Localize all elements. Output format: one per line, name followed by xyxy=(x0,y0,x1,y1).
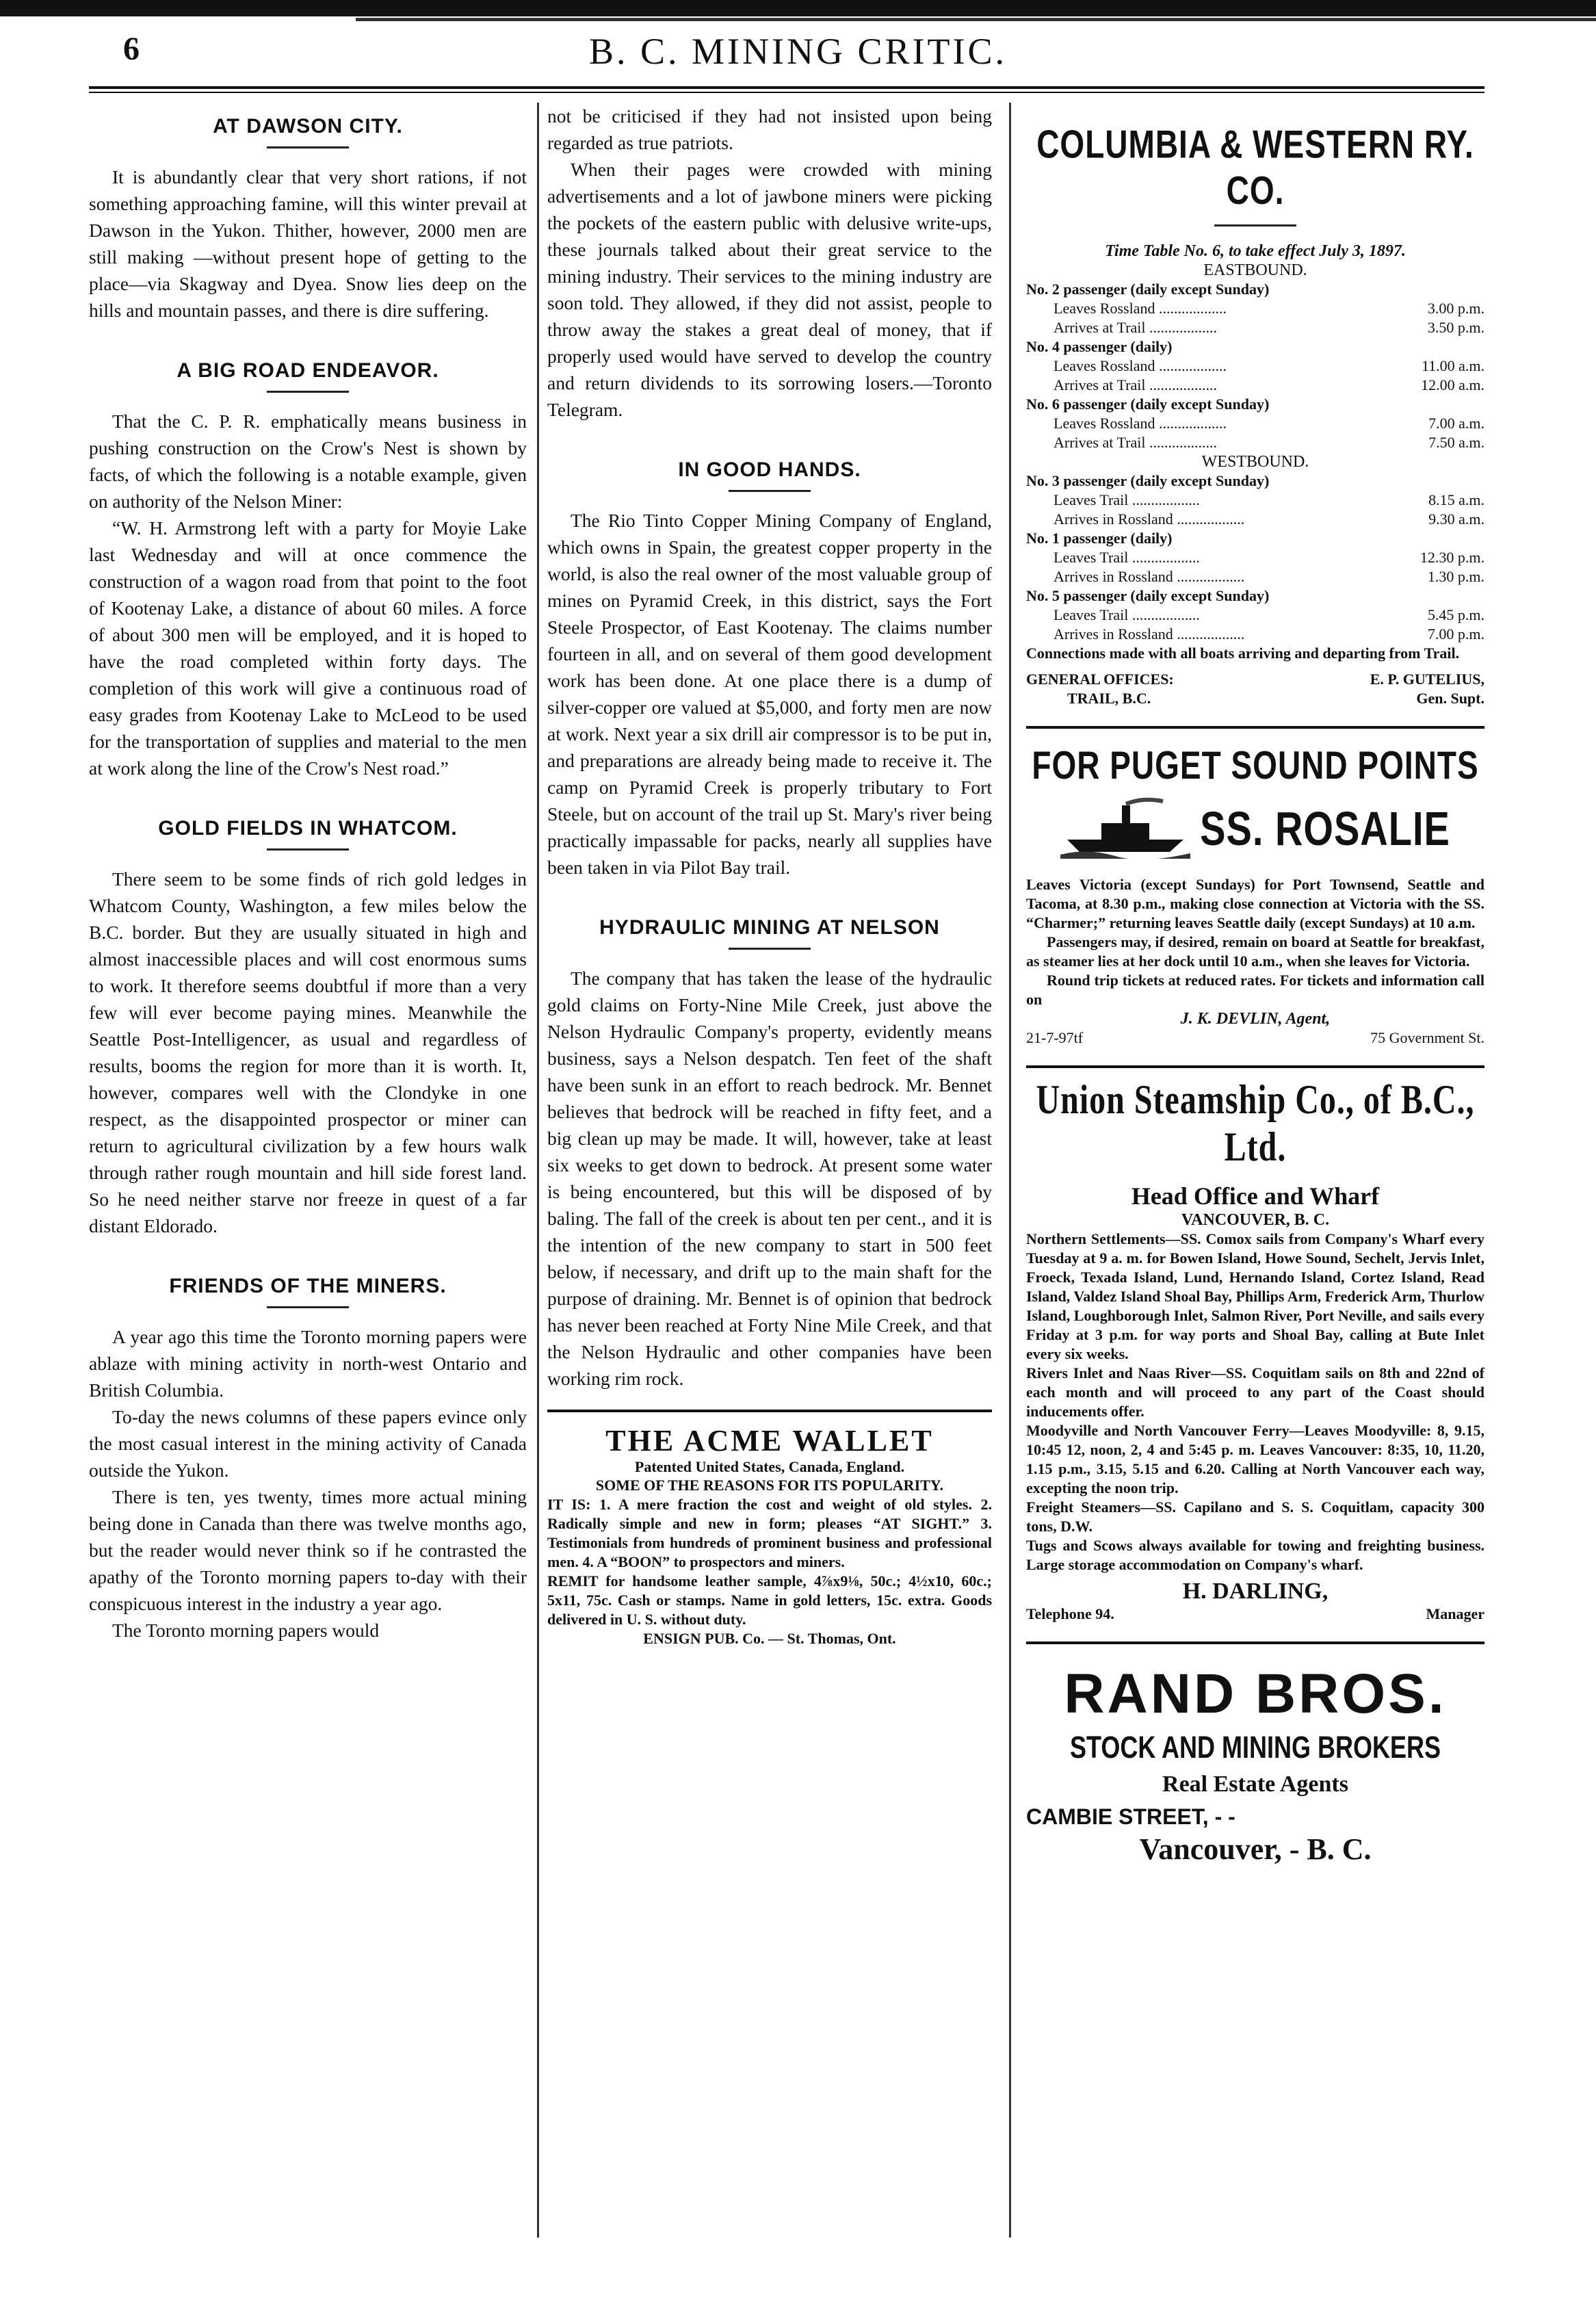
railway-ad-title: COLUMBIA & WESTERN RY. CO. xyxy=(1036,121,1474,213)
article-paragraph: When their pages were crowded with mining advertisements and a lot of jawbone miners were picking the pockets of the eastern public with delusive write-ups, these journals talked about their great service to the mining industry. Their services to the mining industry are soon told. They allowed, if they did not assist, people to throw away the stakes a great deal of money, that if properly used would have served to develop the country and return dividends to its sorrowing losers.—Toronto Telegram. xyxy=(547,159,992,420)
article-paragraph: The Rio Tinto Copper Mining Company of England, which owns in Spain, the greatest copper property in the world, is also the real owner of the most valuable group of mines on Pyramid Creek, in this district, says the Fort Steele Prospector, of East Kootenay. The claims number fourteen in all, and on several of them good development work has been done. At one place there is a dump of silver-copper ore valued at $5,000, and forty men are now at work. Next year a six drill air compressor is to be put in, and preparations are already being made to receive it. The camp on Pyramid Creek is properly tributary to Fort Steele, but on account of the trail up St. Mary's river being practically impassable for packs, nearly all supplies have been taken in via Pilot Bay trail. xyxy=(547,510,992,878)
divider xyxy=(729,490,811,492)
spacer xyxy=(547,423,992,446)
ad-text: IT IS: 1. A mere fraction the cost and weight of old styles. 2. Radically simple and new in form; pleases “AT SIGHT.” 3. Testimonials from hundreds of prominent business and professional men. 4. A “BOON” to prospectors and miners. xyxy=(547,1496,992,1570)
divider xyxy=(267,1306,349,1308)
article-paragraph: It is abundantly clear that very short rations, if not something approaching famine, will this winter prevail at Dawson in the Yukon. Thither, however, 2000 men are still making —without present hope of getting to the place—via Skagway and Dyea. Snow lies deep on the hills and mountain passes, and there is dire suffering. xyxy=(89,166,527,321)
ad-text: Round trip tickets at reduced rates. For tickets and information call on xyxy=(1026,972,1484,1008)
train-time-row xyxy=(1026,356,1484,376)
ad-text: Passengers may, if desired, remain on board at Seattle for breakfast, as steamer lies at her dock until 10 a.m., when she leaves for Victoria. xyxy=(1026,933,1484,970)
departure-time: 11.00 a.m. xyxy=(1421,357,1484,374)
departure-time: 7.00 a.m. xyxy=(1428,415,1484,432)
service-details: —SS. Capilano and S. S. Coquitlam, capacity 300 tons, D.W. xyxy=(1026,1498,1484,1535)
station-label: Leaves Rossland .................. xyxy=(1054,415,1227,432)
ad-text: SOME OF THE REASONS FOR ITS POPULARITY. xyxy=(595,1477,944,1494)
spacer xyxy=(89,1239,527,1262)
article-headline: A BIG ROAD ENDEAVOR. xyxy=(176,359,439,382)
divider xyxy=(729,948,811,950)
station-label: Arrives at Trail .................. xyxy=(1054,319,1217,336)
station-label: Leaves Rossland .................. xyxy=(1054,357,1227,374)
ad-footer: ENSIGN PUB. Co. — St. Thomas, Ont. xyxy=(643,1630,896,1647)
article-paragraph: A year ago this time the Toronto morning papers were ablaze with mining activity in north-west Ontario and British Columbia. xyxy=(89,1326,527,1401)
manager-title: Manager xyxy=(1426,1605,1484,1622)
rand-bros-street: CAMBIE STREET, - - xyxy=(1026,1804,1235,1829)
divider xyxy=(1026,1065,1484,1068)
telephone-row xyxy=(1026,1605,1484,1624)
station-label: Leaves Trail .................. xyxy=(1054,606,1200,623)
service-details: always available for towing and freighting business. Large storage accommodation on Company's wharf. xyxy=(1026,1537,1485,1573)
station-label: Arrives at Trail .................. xyxy=(1054,376,1217,393)
page-header xyxy=(0,30,1596,78)
article-paragraph: The company that has taken the lease of the hydraulic gold claims on Forty-Nine Mile Creek, just above the Nelson Hydraulic Company's property, evidently means business, says a Nelson despatch. Ten feet of the shaft have been sunk in an effort to reach bedrock. Mr. Bennet believes that bedrock will be reached in fifty feet, and a big clean up may be made. It will, however, take at least six weeks to get down to bedrock. At present some water is being encountered, but this will be disposed of by baling. The fall of the creek is about ten per cent., and it is the intention of the new company to start in 500 feet below, if necessary, and drift up to the main shaft for the purpose of draining. Mr. Bennet is of opinion that bedrock has never been reached at Forty Nine Mile Creek, and that the Nelson Hydraulic and other companies have been working rim rock. xyxy=(547,968,992,1389)
service-item xyxy=(1026,1230,1484,1364)
service-name: Rivers Inlet and Naas River xyxy=(1026,1364,1212,1381)
column-divider xyxy=(1009,103,1011,2237)
service-item xyxy=(1026,1364,1484,1421)
superintendent-name: E. P. GUTELIUS, xyxy=(1370,671,1484,688)
eastbound-table xyxy=(1026,280,1484,452)
offices-label: GENERAL OFFICES: xyxy=(1026,671,1174,688)
signature-name: H. DARLING, xyxy=(1182,1579,1329,1604)
train-time-row xyxy=(1026,433,1484,452)
departure-time: 12.00 a.m. xyxy=(1421,376,1484,393)
office-heading: Head Office and Wharf xyxy=(1131,1182,1380,1210)
departure-time: 3.00 p.m. xyxy=(1427,300,1484,317)
page-number: 6 xyxy=(123,31,140,67)
station-label: Arrives in Rossland .................. xyxy=(1054,568,1245,585)
train-time-row xyxy=(1026,606,1484,625)
ship-name: SS. ROSALIE xyxy=(1200,801,1450,855)
departure-time: 12.30 p.m. xyxy=(1420,549,1484,566)
top-border-thin xyxy=(356,18,1596,21)
ship-banner xyxy=(1026,797,1484,859)
article-headline: FRIENDS OF THE MINERS. xyxy=(169,1275,447,1297)
article-headline: GOLD FIELDS IN WHATCOM. xyxy=(158,817,458,840)
departure-time: 3.50 p.m. xyxy=(1427,319,1484,336)
westbound-label: WESTBOUND. xyxy=(1201,453,1309,471)
service-details: —SS. Comox sails from Company's Wharf every Tuesday at 9 a. m. for Bowen Island, Howe Sound, Sechelt, Jervis Inlet, Froeck, Texada Island, Lund, Hernando Island, Cortez Island, Read Island, Valdez Island Shoal Bay, Phillips Arm, Frederick Arm, Thurlow Island, Loughborough Inlet, Salmon River, Port Neville, and sails every Friday at 3 p.m. for way ports and Shoal Bay, calling at Bute Inlet every six weeks. xyxy=(1026,1230,1484,1362)
train-heading: No. 6 passenger (daily except Sunday) xyxy=(1026,395,1270,413)
train-time-row xyxy=(1026,491,1484,510)
spacer xyxy=(89,324,527,347)
steamship-icon xyxy=(1060,797,1190,859)
office-location: TRAIL, B.C. xyxy=(1067,690,1151,707)
article-paragraph: The Toronto morning papers would xyxy=(112,1620,380,1641)
union-steamship-title: Union Steamship Co., of B.C., Ltd. xyxy=(1036,1077,1475,1170)
train-time-row xyxy=(1026,548,1484,567)
train-heading: No. 1 passenger (daily) xyxy=(1026,530,1173,547)
station-label: Arrives in Rossland .................. xyxy=(1054,510,1245,528)
ad-text: REMIT for handsome leather sample, 4⅞x9⅛, 50c.; 4½x10, 60c.; 5x11, 75c. Cash or stamps. Name in gold letters, 15c. extra. Goods delivered in U. S. without duty. xyxy=(547,1572,992,1628)
superintendent-title: Gen. Supt. xyxy=(1416,690,1484,707)
station-label: Leaves Trail .................. xyxy=(1054,549,1200,566)
station-label: Arrives at Trail .................. xyxy=(1054,434,1217,451)
divider xyxy=(1026,1641,1484,1644)
service-details: —Leaves Moodyville: 8, 9.15, 10:45 12, noon, 2, 4 and 5:45 p. m. Leaves Vancouver: 8:35, 10, 11.20, 1.15 p.m., 3.15, 5.15 and 6.20. Calling at North Vancouver each way, excepting the noon trip. xyxy=(1026,1422,1484,1496)
departure-time: 8.15 a.m. xyxy=(1428,491,1484,508)
station-label: Leaves Rossland .................. xyxy=(1054,300,1227,317)
rand-bros-agents: Real Estate Agents xyxy=(1162,1772,1348,1797)
train-time-row xyxy=(1026,414,1484,433)
train-time-row xyxy=(1026,376,1484,395)
divider xyxy=(1214,224,1296,226)
train-heading: No. 4 passenger (daily) xyxy=(1026,338,1173,355)
departure-time: 5.45 p.m. xyxy=(1427,606,1484,623)
header-rule-thin xyxy=(89,92,1484,93)
office-city: VANCOUVER, B. C. xyxy=(1181,1211,1330,1229)
timetable-title: Time Table No. 6, to take effect July 3, 1897. xyxy=(1105,242,1406,260)
eastbound-label: EASTBOUND. xyxy=(1203,261,1307,279)
article-headline: IN GOOD HANDS. xyxy=(678,458,861,481)
train-time-row xyxy=(1026,510,1484,529)
train-heading: No. 3 passenger (daily except Sunday) xyxy=(1026,472,1270,489)
service-list xyxy=(1026,1230,1484,1574)
ad-code: 21-7-97tf xyxy=(1026,1029,1084,1046)
column-divider xyxy=(537,103,539,2237)
train-time-row xyxy=(1026,625,1484,644)
westbound-table xyxy=(1026,471,1484,644)
service-name: Freight Steamers xyxy=(1026,1498,1141,1516)
train-time-row xyxy=(1026,299,1484,318)
departure-time: 9.30 a.m. xyxy=(1428,510,1484,528)
column-3 xyxy=(1026,103,1484,1867)
column-2 xyxy=(547,103,992,1666)
divider xyxy=(267,391,349,393)
train-time-row xyxy=(1026,318,1484,337)
agent-name: J. K. DEVLIN, Agent, xyxy=(1180,1010,1331,1028)
article-headline: AT DAWSON CITY. xyxy=(213,115,403,138)
departure-time: 7.50 a.m. xyxy=(1428,434,1484,451)
article-paragraph: There seem to be some finds of rich gold ledges in Whatcom County, Washington, a few miles below the B.C. border. But they are usually situated in high and almost inaccessible places and will cost enormous sums to work. It therefore seems doubtful if more than a very few will ever become paying mines. Meanwhile the Seattle Post-Intelligencer, as usual and regardless of results, booms the region for more than it is worth. It, however, compares well with the Clondyke in one respect, as the disappointed prospector or miner can return to agricultural civilization by a few hours walk through rather rough mountain and hill side forest land. So he need neither starve nor freeze in quest of a far distant Eldorado. xyxy=(89,868,527,1236)
train-heading: No. 5 passenger (daily except Sunday) xyxy=(1026,587,1270,604)
service-item xyxy=(1026,1536,1484,1574)
agent-row xyxy=(1026,1028,1484,1048)
header-rule xyxy=(89,86,1484,89)
article-paragraph: To-day the news columns of these papers evince only the most casual interest in the mining activity of Canada outside the Yukon. xyxy=(89,1406,527,1481)
service-name: Northern Settlements xyxy=(1026,1230,1166,1247)
connections-note: Connections made with all boats arriving and departing from Trail. xyxy=(1026,645,1460,662)
train-heading: No. 2 passenger (daily except Sunday) xyxy=(1026,281,1270,298)
service-name: Moodyville and North Vancouver Ferry xyxy=(1026,1422,1290,1439)
divider xyxy=(1026,726,1484,729)
station-label: Leaves Trail .................. xyxy=(1054,491,1200,508)
departure-time: 1.30 p.m. xyxy=(1427,568,1484,585)
agent-address: 75 Government St. xyxy=(1370,1029,1484,1046)
article-paragraph: not be criticised if they had not insisted upon being regarded as true patriots. xyxy=(547,105,992,153)
ad-subtitle: Patented United States, Canada, England. xyxy=(634,1458,905,1475)
article-paragraph: That the C. P. R. emphatically means business in pushing construction on the Crow's Nest is shown by facts, of which the following is a notable example, given on authority of the Nelson Miner: xyxy=(89,411,527,512)
service-item xyxy=(1026,1421,1484,1498)
top-border xyxy=(0,0,1596,16)
acme-wallet-ad xyxy=(547,1410,992,1648)
ad-text: Leaves Victoria (except Sundays) for Port Townsend, Seattle and Tacoma, at 8.30 p.m., making close connection at Victoria with the SS. “Charmer;” returning leaves Seattle daily (except Sundays) at 10 a.m. xyxy=(1026,876,1484,931)
divider xyxy=(267,848,349,851)
spacer xyxy=(89,781,527,805)
offices-row xyxy=(1026,670,1484,689)
rand-bros-subtitle: STOCK AND MINING BROKERS xyxy=(1069,1729,1441,1765)
offices-row xyxy=(1026,689,1484,708)
departure-time: 7.00 p.m. xyxy=(1427,625,1484,643)
train-time-row xyxy=(1026,567,1484,586)
ad-title: THE ACME WALLET xyxy=(605,1424,934,1457)
article-paragraph: There is ten, yes twenty, times more actual mining being done in Canada than there was twelve months ago, but the reader would never think so if he contrasted the apathy of the Toronto morning papers to-day with their conspicuous interest in the industry a year ago. xyxy=(89,1486,527,1614)
service-details: —SS. Coquitlam sails on 8th and 22nd of each month and will proceed to any part of the Coast should inducements offer. xyxy=(1026,1364,1484,1420)
column-1 xyxy=(89,103,527,1644)
article-paragraph: “W. H. Armstrong left with a party for Moyie Lake last Wednesday and will at once commence the construction of a wagon road from that point to the foot of Kootenay Lake, a distance of about 60 miles. A force of about 300 men will be employed, and it is hoped to have the road completed within forty days. The completion of this work will give a continuous road of easy grades from Kootenay Lake to McLeod to be used for the transportation of supplies and material to the men at work along the line of the Crow's Nest road.” xyxy=(89,517,527,779)
page-title: B. C. MINING CRITIC. xyxy=(588,31,1007,72)
puget-sound-title: FOR PUGET SOUND POINTS xyxy=(1032,742,1479,788)
telephone: Telephone 94. xyxy=(1026,1605,1114,1622)
station-label: Arrives in Rossland .................. xyxy=(1054,625,1245,643)
service-item xyxy=(1026,1498,1484,1536)
rand-bros-title: RAND BROS. xyxy=(1064,1663,1447,1725)
service-name: Tugs and Scows xyxy=(1026,1537,1133,1554)
divider xyxy=(267,146,349,148)
rand-bros-city: Vancouver, - B. C. xyxy=(1139,1832,1372,1866)
spacer xyxy=(547,881,992,904)
article-headline: HYDRAULIC MINING AT NELSON xyxy=(599,916,940,939)
